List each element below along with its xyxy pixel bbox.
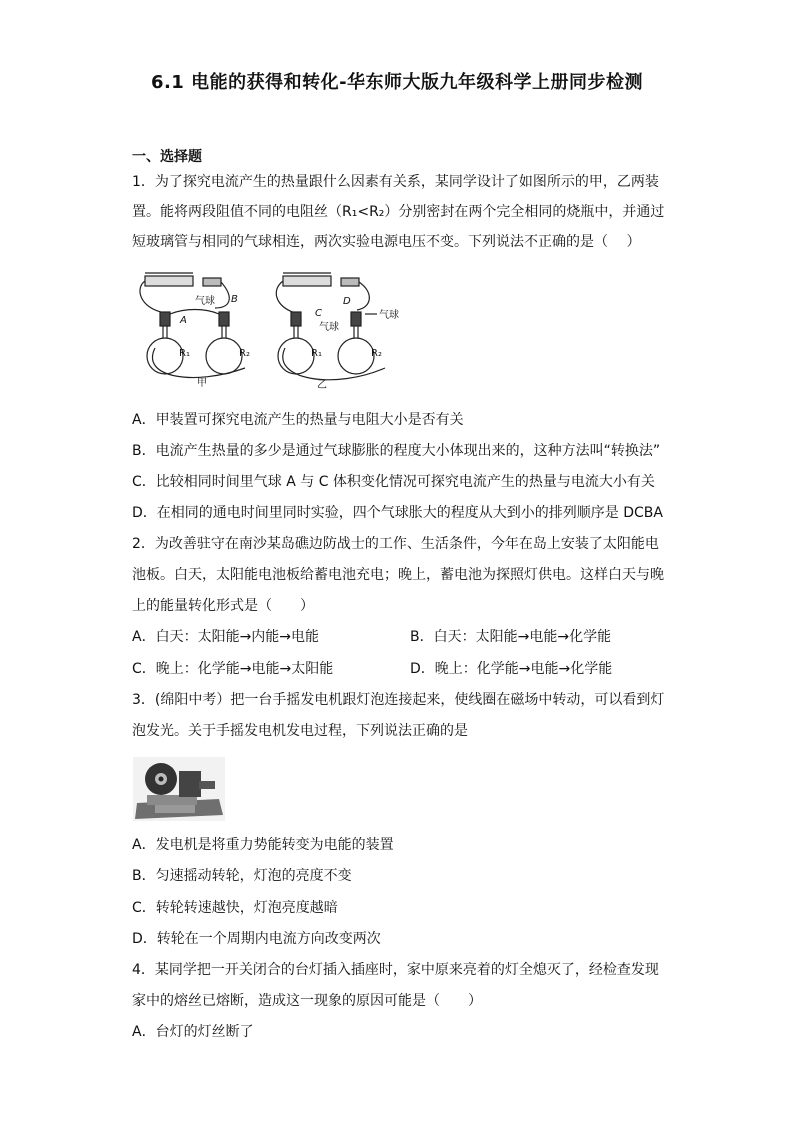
r1-label-left: R₁ (179, 348, 190, 359)
q3-hand-generator-figure (133, 757, 225, 821)
switch-left (203, 278, 221, 286)
q3-option-c: C．转轮转速越快，灯泡亮度越暗 (132, 900, 338, 916)
q3-option-d: D．转轮在一个周期内电流方向改变两次 (132, 931, 381, 947)
label-d: D (343, 296, 351, 307)
label-b: B (231, 294, 238, 305)
balloon-label-c: 气球 (319, 322, 339, 333)
section-heading: 一、选择题 (132, 149, 202, 165)
rheostat-right (283, 276, 331, 286)
q3-option-a: A．发电机是将重力势能转变为电能的装置 (132, 837, 394, 853)
q3-stem-line-2: 泡发光。关于手摇发电机发电过程，下列说法正确的是 (132, 723, 468, 739)
q1-apparatus-figure (135, 268, 435, 393)
q2-option-d: D．晚上：化学能→电能→化学能 (410, 661, 613, 677)
q4-option-a: A．台灯的灯丝断了 (132, 1024, 254, 1040)
q1-option-b: B．电流产生热量的多少是通过气球膨胀的程度大小体现出来的，这种方法叫“转换法” (132, 443, 661, 459)
q4-stem-line-2: 家中的熔丝已熔断，造成这一现象的原因可能是（ ） (132, 993, 482, 1009)
switch-right (341, 278, 359, 286)
q1-option-a: A．甲装置可探究电流产生的热量与电阻大小是否有关 (132, 412, 464, 428)
q3-option-b: B．匀速摇动转轮，灯泡的亮度不变 (132, 868, 352, 884)
flask-r2-left (206, 338, 242, 374)
q2-stem-line-1: 2．为改善驻守在南沙某岛礁边防战士的工作、生活条件，今年在岛上安装了太阳能电 (132, 536, 659, 552)
page-title: 6.1 电能的获得和转化-华东师大版九年级科学上册同步检测 (150, 72, 644, 93)
q1-option-c: C．比较相同时间里气球 A 与 C 体积变化情况可探究电流产生的热量与电流大小有关 (132, 474, 655, 490)
flask-r2-right (338, 338, 374, 374)
label-jia: 甲 (197, 378, 207, 389)
q1-stem-line-1: 1．为了探究电流产生的热量跟什么因素有关系，某同学设计了如图所示的甲，乙两装 (132, 174, 659, 190)
r2-label-right: R₂ (371, 348, 382, 359)
q1-stem-line-3: 短玻璃管与相同的气球相连，两次实验电源电压不变。下列说法不正确的是（ ） (132, 234, 641, 250)
q3-stem-line-1: 3．(绵阳中考）把一台手摇发电机跟灯泡连接起来，使线圈在磁场中转动，可以看到灯 (132, 692, 665, 708)
label-a: A (180, 315, 187, 326)
label-yi: 乙 (317, 380, 327, 391)
q2-stem-line-2: 池板。白天，太阳能电池板给蓄电池充电；晚上，蓄电池为探照灯供电。这样白天与晚 (132, 567, 664, 583)
q2-stem-line-3: 上的能量转化形式是（ ） (132, 598, 314, 614)
q2-option-a: A．白天：太阳能→内能→电能 (132, 629, 320, 645)
balloon-label-left: 气球 (195, 296, 215, 307)
r2-label-left: R₂ (239, 348, 250, 359)
rheostat-left (145, 276, 193, 286)
q2-option-c: C．晚上：化学能→电能→太阳能 (132, 661, 334, 677)
q1-option-d: D．在相同的通电时间里同时实验，四个气球胀大的程度从大到小的排列顺序是 DCBA (132, 505, 663, 521)
r1-label-right: R₁ (311, 348, 322, 359)
q1-stem-line-2: 置。能将两段阻值不同的电阻丝（R₁<R₂）分别密封在两个完全相同的烧瓶中，并通过 (132, 204, 665, 220)
q4-stem-line-1: 4．某同学把一开关闭合的台灯插入插座时，家中原来亮着的灯全熄灭了，经检查发现 (132, 962, 659, 978)
q2-option-b: B．白天：太阳能→电能→化学能 (410, 629, 612, 645)
balloon-label-right: 气球 (379, 310, 399, 321)
label-c: C (315, 308, 322, 319)
